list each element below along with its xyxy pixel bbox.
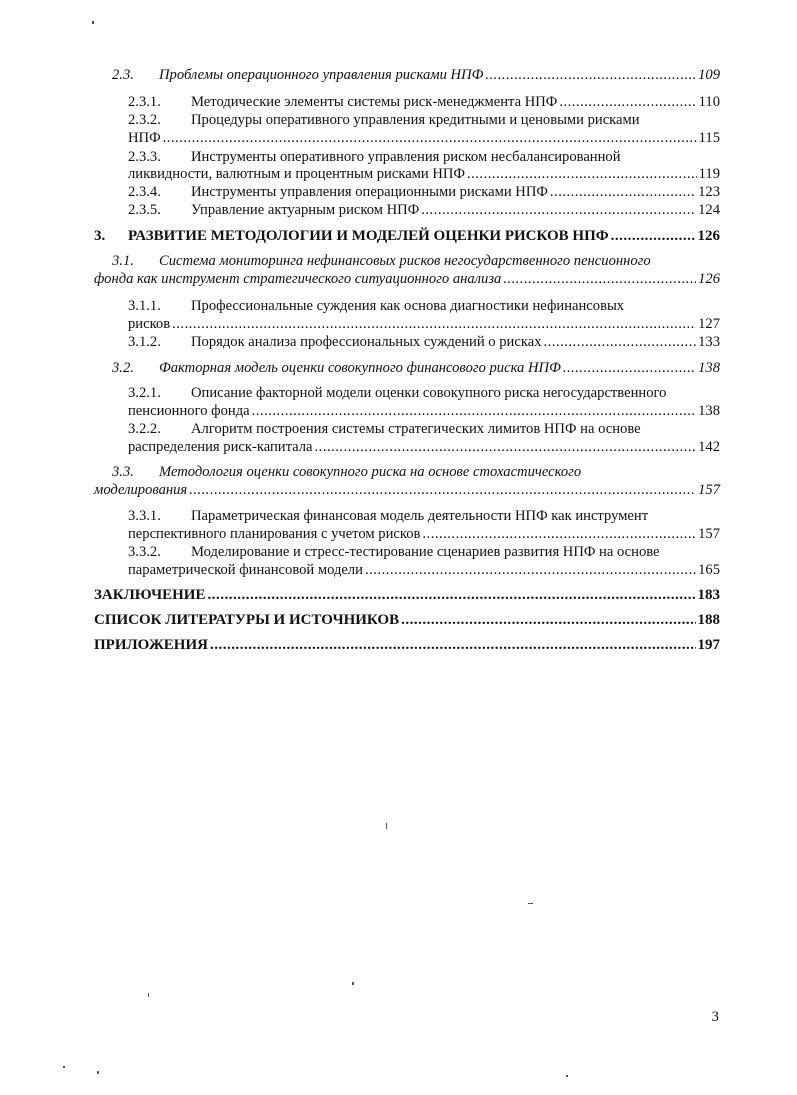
toc-title: ПРИЛОЖЕНИЯ — [94, 637, 208, 653]
toc-page-number: 157 — [698, 482, 720, 498]
toc-page-number: 119 — [698, 166, 720, 182]
page-number: 3 — [711, 1009, 719, 1025]
toc-number: 3.2.1. — [128, 385, 161, 401]
toc-leader — [365, 561, 696, 579]
toc-title-cont: фонда как инструмент стратегического ситуационного анализа — [94, 271, 502, 287]
toc-entry-2-3[interactable] — [112, 66, 720, 84]
toc-title: Проблемы операционного управления рисками НПФ — [159, 67, 484, 83]
scan-speck — [148, 993, 149, 997]
toc-page-number: 142 — [698, 439, 720, 455]
toc-entry-references[interactable] — [94, 611, 720, 629]
toc-title: Факторная модель оценки совокупного финансового риска НПФ — [159, 360, 561, 376]
scan-speck — [352, 982, 354, 985]
toc-title: Методология оценки совокупного риска на основе стохастического — [159, 464, 582, 480]
toc-title: Инструменты управления операционными рисками НПФ — [191, 184, 548, 200]
toc-page-number: 115 — [698, 130, 720, 146]
toc-leader — [559, 93, 696, 111]
toc-number: 3.1. — [112, 253, 134, 269]
scan-speck — [528, 903, 533, 904]
toc-title: Описание факторной модели оценки совокупного риска негосударственного — [191, 385, 667, 401]
toc-title: РАЗВИТИЕ МЕТОДОЛОГИИ И МОДЕЛЕЙ ОЦЕНКИ РИСКОВ НПФ — [128, 228, 609, 244]
toc-entry-3-3-line2[interactable] — [94, 481, 720, 499]
toc-leader — [210, 636, 696, 654]
toc-number: 3.3.1. — [128, 508, 161, 524]
toc-leader — [503, 270, 696, 288]
toc-entry-3-2-1-line1[interactable] — [128, 384, 720, 402]
toc-number: 2.3.3. — [128, 149, 161, 165]
toc-page-number: 126 — [698, 271, 720, 287]
toc-page-number: 165 — [698, 562, 720, 578]
toc-page-number: 127 — [698, 316, 720, 332]
toc-entry-chapter-3[interactable] — [94, 227, 720, 245]
toc-title: Профессиональные суждения как основа диагностики нефинансовых — [191, 298, 625, 314]
toc-leader — [421, 201, 696, 219]
toc-number: 2.3.4. — [128, 184, 161, 200]
toc-page-number: 188 — [697, 612, 720, 628]
toc-entry-3-2-2-line1[interactable] — [128, 420, 720, 438]
toc-entry-2-3-2-line1[interactable] — [128, 111, 720, 129]
toc-leader — [611, 227, 696, 245]
toc-title: Параметрическая финансовая модель деятельности НПФ как инструмент — [191, 508, 649, 524]
toc-entry-3-3-1-line2[interactable] — [128, 525, 720, 543]
toc-title: СПИСОК ЛИТЕРАТУРЫ И ИСТОЧНИКОВ — [94, 612, 400, 628]
toc-page-number: 138 — [698, 403, 720, 419]
toc-number: 3.2.2. — [128, 421, 161, 437]
toc-entry-3-2-2-line2[interactable] — [128, 438, 720, 456]
toc-leader — [163, 129, 697, 147]
toc-number: 3.1.1. — [128, 298, 161, 314]
toc-entry-3-1-2[interactable] — [128, 333, 720, 351]
toc-entry-2-3-3-line1[interactable] — [128, 148, 720, 166]
scan-speck — [386, 823, 387, 829]
toc-title-cont: распределения риск-капитала — [128, 439, 313, 455]
toc-page-number: 157 — [698, 526, 720, 542]
toc-entry-appendices[interactable] — [94, 636, 720, 654]
toc-entry-3-3-line1[interactable] — [112, 463, 720, 481]
toc-leader — [485, 66, 696, 84]
toc-entry-3-1-line2[interactable] — [94, 270, 720, 288]
toc-leader — [550, 183, 696, 201]
toc-title: Моделирование и стресс-тестирование сценариев развития НПФ на основе — [191, 544, 660, 560]
toc-title: Инструменты оперативного управления риском несбалансированной — [191, 149, 621, 165]
toc-title: Система мониторинга нефинансовых рисков негосударственного пенсионного — [159, 253, 651, 269]
toc-title-cont: пенсионного фонда — [128, 403, 250, 419]
scan-speck — [97, 1071, 99, 1074]
toc-page-number: 123 — [698, 184, 720, 200]
toc-leader — [401, 611, 695, 629]
toc-number: 2.3. — [112, 67, 134, 83]
toc-page-number: 138 — [698, 360, 720, 376]
toc-leader — [172, 315, 696, 333]
toc-entry-2-3-2-line2[interactable] — [128, 129, 720, 147]
scan-speck — [92, 21, 94, 24]
toc-entry-2-3-3-line2[interactable] — [128, 165, 720, 183]
toc-number: 2.3.2. — [128, 112, 161, 128]
toc-number: 2.3.5. — [128, 202, 161, 218]
toc-number: 3.1.2. — [128, 334, 161, 350]
toc-entry-2-3-4[interactable] — [128, 183, 720, 201]
toc-entry-2-3-5[interactable] — [128, 201, 720, 219]
toc-number: 3.3.2. — [128, 544, 161, 560]
scan-speck — [63, 1066, 65, 1068]
scan-speck — [566, 1075, 568, 1077]
toc-page-number: 126 — [697, 228, 720, 244]
toc-leader — [189, 481, 696, 499]
toc-page-number: 133 — [698, 334, 720, 350]
toc-entry-3-2[interactable] — [112, 359, 720, 377]
toc-page-number: 197 — [697, 637, 720, 653]
toc-leader — [544, 333, 697, 351]
toc-page-number: 110 — [698, 94, 720, 110]
toc-entry-3-3-1-line1[interactable] — [128, 507, 720, 525]
toc-leader — [422, 525, 696, 543]
toc-number: 2.3.1. — [128, 94, 161, 110]
toc-leader — [207, 586, 695, 604]
toc-title-cont: параметрической финансовой модели — [128, 562, 363, 578]
toc-title: Процедуры оперативного управления кредитными и ценовыми рисками — [191, 112, 640, 128]
toc-title-cont: рисков — [128, 316, 171, 332]
toc-entry-3-2-1-line2[interactable] — [128, 402, 720, 420]
toc-title: Алгоритм построения системы стратегических лимитов НПФ на основе — [191, 421, 641, 437]
toc-page-number: 124 — [698, 202, 720, 218]
toc-page-number: 109 — [698, 67, 720, 83]
toc-leader — [315, 438, 697, 456]
toc-entry-3-1-1-line1[interactable] — [128, 297, 720, 315]
toc-entry-3-3-2-line1[interactable] — [128, 543, 720, 561]
toc-leader — [467, 165, 697, 183]
toc-entry-3-1-line1[interactable] — [112, 252, 720, 270]
toc-number: 3.2. — [112, 360, 134, 376]
toc-title-cont: моделирования — [94, 482, 188, 498]
toc-title-cont: ликвидности, валютным и процентным рисками НПФ — [128, 166, 465, 182]
toc-entry-3-3-2-line2[interactable] — [128, 561, 720, 579]
toc-page-number: 183 — [697, 587, 720, 603]
toc-title-cont: перспективного планирования с учетом рисков — [128, 526, 421, 542]
toc-entry-2-3-1[interactable] — [128, 93, 720, 111]
toc-title: Методические элементы системы риск-менеджмента НПФ — [191, 94, 558, 110]
toc-title-cont: НПФ — [128, 130, 161, 146]
toc-title: Порядок анализа профессиональных суждений о рисках — [191, 334, 542, 350]
toc-number: 3.3. — [112, 464, 134, 480]
toc-number: 3. — [94, 228, 106, 244]
toc-leader — [563, 359, 696, 377]
toc-title: ЗАКЛЮЧЕНИЕ — [94, 587, 206, 603]
toc-title: Управление актуарным риском НПФ — [191, 202, 420, 218]
toc-entry-conclusion[interactable] — [94, 586, 720, 604]
toc-entry-3-1-1-line2[interactable] — [128, 315, 720, 333]
toc-leader — [252, 402, 696, 420]
